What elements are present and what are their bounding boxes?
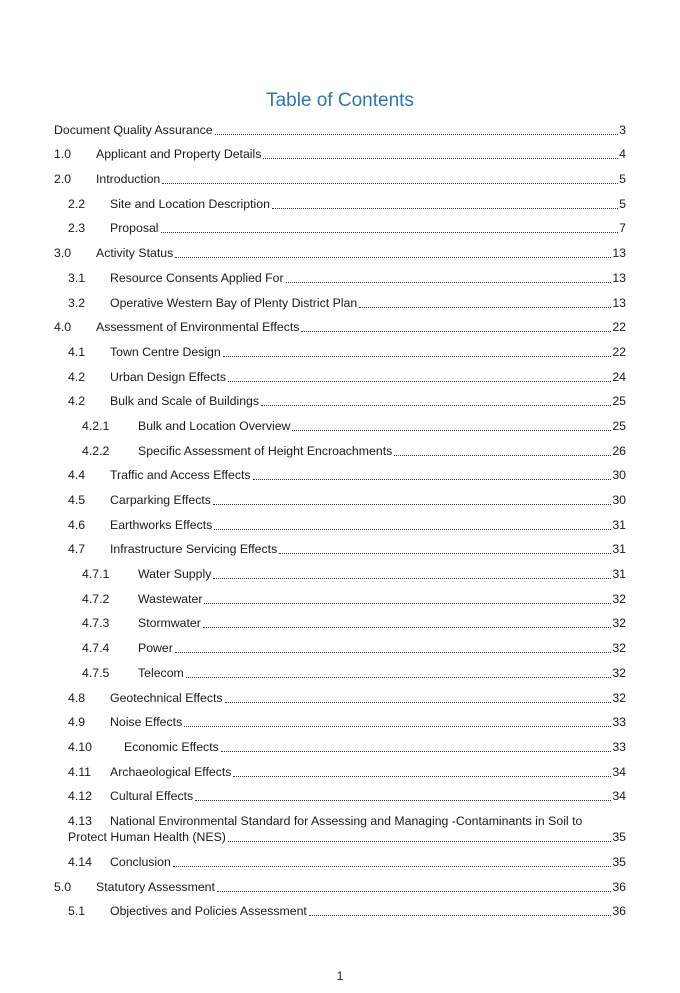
dot-leader [309, 914, 611, 916]
toc-entry-title: Water Supply [138, 567, 212, 582]
toc-entry-title: Town Centre Design [110, 344, 221, 359]
toc-entry[interactable] [54, 311, 626, 336]
toc-entry-title-continued: Protect Human Health (NES) [68, 830, 226, 845]
toc-entry-title: Statutory Assessment [96, 879, 215, 894]
toc-entry-number: 4.11 [68, 764, 92, 779]
toc-entry[interactable] [54, 335, 626, 360]
toc-entry-page: 7 [619, 221, 626, 236]
toc-entry-page: 31 [612, 517, 626, 532]
toc-entry[interactable] [54, 804, 626, 845]
toc-entry-number: 1.0 [54, 147, 72, 162]
toc-entry[interactable] [54, 557, 626, 582]
toc-entry-title: Document Quality Assurance [54, 122, 213, 137]
toc-entry[interactable] [54, 780, 626, 805]
toc-entry-page: 31 [612, 542, 626, 557]
toc-entry-number: 4.7.5 [82, 665, 110, 680]
toc-entry[interactable] [54, 286, 626, 311]
toc-entry[interactable] [54, 212, 626, 237]
toc-entry-page: 24 [612, 369, 626, 384]
toc-entry[interactable] [54, 434, 626, 459]
dot-leader [203, 626, 611, 628]
toc-entry-page: 35 [612, 854, 626, 869]
dot-leader [204, 602, 611, 604]
toc-entry[interactable] [54, 360, 626, 385]
toc-entry-page: 33 [612, 739, 626, 754]
toc-entry-page: 13 [612, 270, 626, 285]
toc-entry-title: Traffic and Access Effects [110, 468, 251, 483]
dot-leader [261, 404, 611, 406]
toc-entry-page: 32 [612, 591, 626, 606]
toc-entry[interactable] [54, 483, 626, 508]
toc-entry[interactable] [54, 681, 626, 706]
toc-entry-number: 4.4 [68, 468, 86, 483]
toc-entry-title: Activity Status [96, 246, 174, 261]
dot-leader [173, 865, 611, 867]
toc-entry[interactable] [54, 845, 626, 870]
dot-leader [223, 355, 612, 357]
toc-entry-page: 5 [619, 196, 626, 211]
toc-entry-page: 32 [612, 665, 626, 680]
dot-leader [225, 701, 612, 703]
toc-entry-title: Assessment of Environmental Effects [96, 320, 300, 335]
dot-leader [195, 799, 611, 801]
toc-entry[interactable] [54, 261, 626, 286]
toc-entry-number: 2.3 [68, 221, 86, 236]
toc-entry-number: 2.0 [54, 172, 72, 187]
toc-entry[interactable] [54, 236, 626, 261]
toc-entry-number: 4.7.3 [82, 616, 110, 631]
toc-entry-page: 34 [612, 789, 626, 804]
toc-entry[interactable] [54, 895, 626, 920]
toc-entry-title: Operative Western Bay of Plenty District Plan [110, 295, 358, 310]
toc-entry[interactable] [54, 162, 626, 187]
toc-entry-title: Bulk and Scale of Buildings [110, 394, 260, 409]
table-of-contents [54, 113, 626, 919]
toc-entry-number: 4.7 [68, 542, 86, 557]
dot-leader [161, 231, 619, 233]
dot-leader [233, 775, 611, 777]
dot-leader [213, 503, 611, 505]
toc-entry[interactable] [54, 631, 626, 656]
dot-leader [301, 330, 611, 332]
toc-entry-title: Power [138, 641, 173, 656]
toc-entry-page: 25 [612, 418, 626, 433]
toc-entry[interactable] [54, 187, 626, 212]
toc-entry-title: Conclusion [110, 854, 171, 869]
toc-entry-title: Resource Consents Applied For [110, 270, 284, 285]
toc-entry-page: 22 [612, 320, 626, 335]
toc-entry-title: Cultural Effects [110, 789, 194, 804]
toc-entry-title: Objectives and Policies Assessment [110, 904, 307, 919]
toc-entry-number: 4.12 [68, 789, 92, 804]
toc-entry-page: 35 [612, 830, 626, 845]
toc-entry-page: 13 [612, 246, 626, 261]
toc-entry-page: 31 [612, 567, 626, 582]
toc-entry-page: 4 [619, 147, 626, 162]
toc-entry-title: Carparking Effects [110, 493, 211, 507]
toc-entry-page: 32 [612, 616, 626, 631]
toc-entry[interactable] [54, 138, 626, 163]
toc-entry-page: 30 [612, 468, 626, 483]
toc-entry-page: 36 [612, 879, 626, 894]
dot-leader [279, 552, 611, 554]
toc-entry-page: 25 [612, 394, 626, 409]
toc-entry[interactable] [54, 870, 626, 895]
toc-entry-number: 4.9 [68, 715, 86, 730]
toc-entry[interactable] [54, 409, 626, 434]
toc-entry-number: 4.2 [68, 369, 86, 384]
toc-entry-number: 3.0 [54, 246, 72, 261]
toc-entry-title: Noise Effects [110, 715, 183, 730]
toc-entry-number: 4.2.2 [82, 443, 110, 458]
toc-entry[interactable] [54, 385, 626, 410]
toc-entry-number: 2.2 [68, 196, 86, 211]
toc-entry-title: Urban Design Effects [110, 369, 226, 384]
dot-leader [272, 207, 618, 209]
toc-entry-title: National Environmental Standard for Assessing and Managing -Contaminants in Soil to [110, 814, 583, 829]
toc-entry-number: 4.7.1 [82, 567, 110, 582]
toc-entry-number: 4.2.1 [82, 418, 110, 433]
dot-leader [184, 725, 611, 727]
toc-entry[interactable] [54, 113, 626, 138]
toc-entry-number: 4.6 [68, 517, 86, 532]
toc-entry-title: Bulk and Location Overview [138, 418, 291, 433]
dot-leader [175, 256, 611, 258]
toc-entry-number: 4.0 [54, 320, 72, 335]
page-number: 1 [336, 969, 344, 983]
toc-entry[interactable] [54, 607, 626, 632]
toc-entry-title: Introduction [96, 172, 161, 187]
toc-entry[interactable] [54, 533, 626, 558]
toc-entry-title: Wastewater [138, 591, 203, 606]
dot-leader [162, 182, 618, 184]
toc-entry-number: 5.0 [54, 879, 72, 894]
toc-entry-page: 3 [619, 122, 626, 137]
toc-entry-title: Geotechnical Effects [110, 690, 223, 705]
dot-leader [214, 528, 611, 530]
toc-entry[interactable] [54, 706, 626, 731]
toc-entry[interactable] [54, 582, 626, 607]
toc-entry-page: 5 [619, 172, 626, 187]
toc-entry-title: Earthworks Effects [110, 517, 213, 532]
toc-entry-title: Specific Assessment of Height Encroachments [138, 443, 393, 458]
toc-entry-title: Proposal [110, 221, 159, 236]
toc-entry-page: 30 [612, 493, 626, 507]
toc-entry-number: 4.13 [68, 814, 92, 829]
toc-entry-number: 4.5 [68, 493, 86, 507]
toc-entry-page: 33 [612, 715, 626, 730]
dot-leader [359, 306, 611, 308]
toc-entry-number: 4.14 [68, 854, 92, 869]
dot-leader [217, 890, 611, 892]
toc-entry-number: 4.10 [68, 739, 92, 754]
dot-leader [215, 133, 619, 135]
toc-entry[interactable] [54, 730, 626, 755]
toc-entry[interactable] [54, 508, 626, 533]
toc-entry-number: 4.8 [68, 690, 86, 705]
toc-entry-number: 4.7.4 [82, 641, 110, 656]
toc-entry-page: 32 [612, 690, 626, 705]
toc-entry-page: 32 [612, 641, 626, 656]
toc-entry-page: 22 [612, 344, 626, 359]
toc-entry-page: 26 [612, 443, 626, 458]
toc-entry[interactable] [54, 755, 626, 780]
dot-leader [263, 157, 618, 159]
dot-leader [213, 577, 611, 579]
toc-entry-title: Stormwater [138, 616, 201, 631]
toc-entry-number: 3.1 [68, 270, 86, 285]
dot-leader [286, 281, 612, 283]
toc-entry-title: Economic Effects [124, 739, 219, 754]
toc-entry-title: Telecom [138, 665, 184, 680]
toc-entry-number: 5.1 [68, 904, 86, 919]
dot-leader [186, 676, 612, 678]
dot-leader [228, 840, 611, 842]
toc-entry-page: 13 [612, 295, 626, 310]
page-title: Table of Contents [266, 90, 414, 111]
dot-leader [221, 750, 612, 752]
dot-leader [394, 454, 611, 456]
toc-entry[interactable] [54, 656, 626, 681]
dot-leader [292, 429, 611, 431]
toc-entry-title: Site and Location Description [110, 196, 270, 211]
dot-leader [253, 478, 612, 480]
toc-entry-page: 34 [612, 764, 626, 779]
toc-entry-number: 3.2 [68, 295, 86, 310]
toc-entry-number: 4.1 [68, 344, 86, 359]
toc-entry-page: 36 [612, 904, 626, 919]
dot-leader [175, 651, 611, 653]
toc-entry-number: 4.7.2 [82, 591, 110, 606]
toc-entry[interactable] [54, 459, 626, 484]
toc-entry-title: Archaeological Effects [110, 764, 232, 779]
toc-entry-title: Applicant and Property Details [96, 147, 262, 162]
toc-entry-number: 4.2 [68, 394, 86, 409]
dot-leader [228, 380, 611, 382]
toc-entry-title: Infrastructure Servicing Effects [110, 542, 278, 557]
